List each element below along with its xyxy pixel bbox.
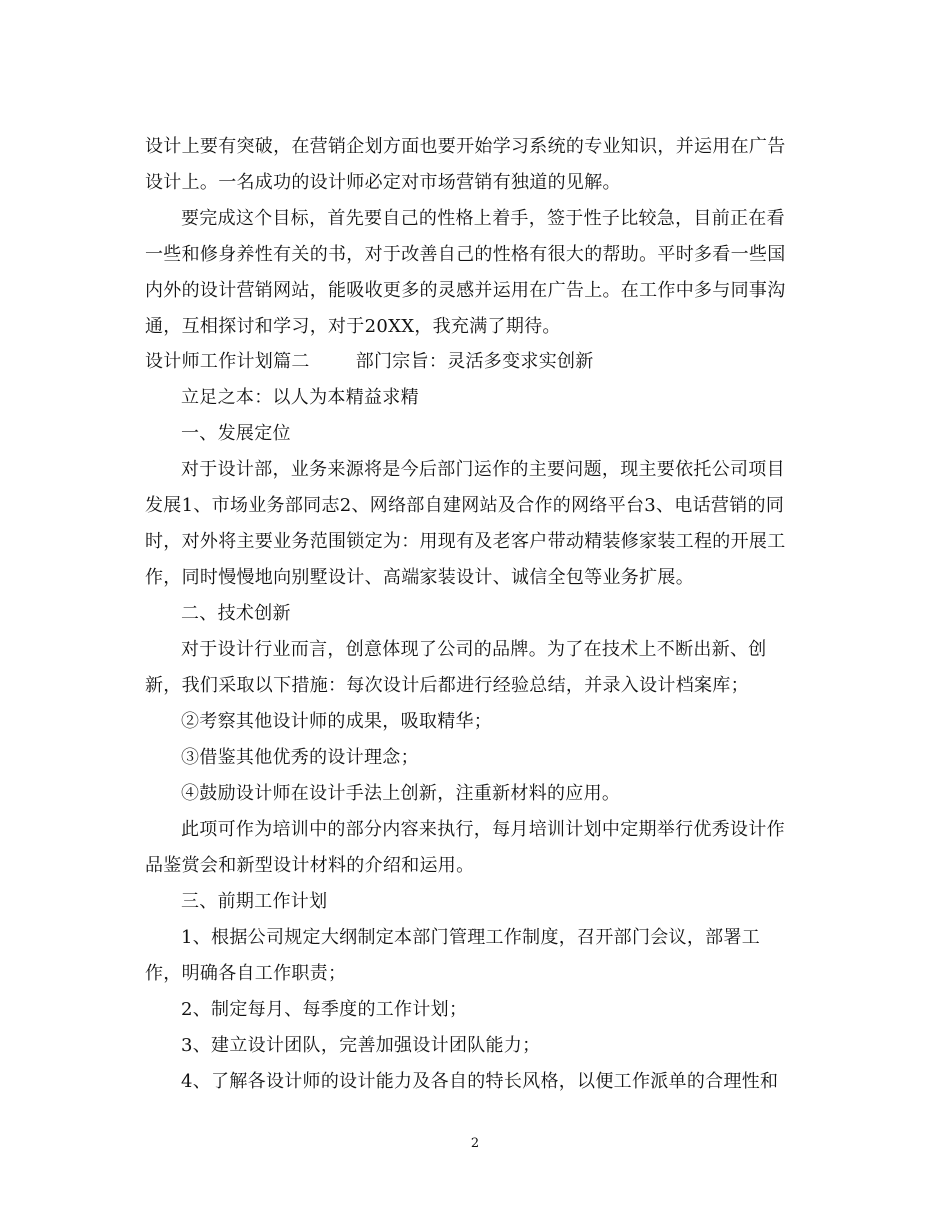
paragraph-line: 品鉴赏会和新型设计材料的介绍和运用。 (145, 855, 475, 876)
subheading: 一、发展定位 (181, 423, 291, 444)
paragraph-line: 设计上要有突破，在营销企划方面也要开始学习系统的专业知识，并运用在广告 (145, 136, 786, 157)
subheading: 三、前期工作计划 (181, 891, 328, 912)
paragraph-line: 对于设计行业而言，创意体现了公司的品牌。为了在技术上不断出新、创 (181, 639, 767, 660)
list-item: 3、建立设计团队，完善加强设计团队能力； (181, 1035, 541, 1056)
paragraph-line: 对于设计部，业务来源将是今后部门运作的主要问题，现主要依托公司项目 (181, 459, 785, 480)
paragraph-line: 发展1、市场业务部同志2、网络部自建网站及合作的网络平台3、电话营销的同 (145, 495, 785, 516)
list-item: 1、根据公司规定大纲制定本部门管理工作制度，召开部门会议，部署工 (181, 927, 761, 948)
page-number: 2 (470, 1136, 480, 1151)
list-item: ②考察其他设计师的成果，吸取精华； (181, 711, 493, 732)
paragraph-line: 设计上。一名成功的设计师必定对市场营销有独道的见解。 (145, 172, 621, 193)
paragraph-line: 作，明确各自工作职责； (145, 963, 347, 984)
list-item: 4、了解各设计师的设计能力及各自的特长风格，以便工作派单的合理性和 (181, 1071, 779, 1092)
paragraph-line: 一些和修身养性有关的书，对于改善自己的性格有很大的帮助。平时多看一些国 (145, 244, 786, 265)
list-item: ③借鉴其他优秀的设计理念； (181, 747, 419, 768)
paragraph-line: 立足之本：以人为本精益求精 (181, 387, 419, 408)
section-heading-line (145, 350, 805, 374)
list-item: ④鼓励设计师在设计手法上创新，注重新材料的应用。 (181, 783, 621, 804)
section-title: 设计师工作计划篇二 (145, 351, 310, 372)
department-purpose: 部门宗旨：灵活多变求实创新 (355, 351, 594, 372)
paragraph-line: 时，对外将主要业务范围锁定为：用现有及老客户带动精装修家装工程的开展工 (145, 531, 786, 552)
subheading: 二、技术创新 (181, 603, 291, 624)
paragraph-line: 此项可作为培训中的部分内容来执行，每月培训计划中定期举行优秀设计作 (181, 819, 785, 840)
paragraph-line: 通，互相探讨和学习，对于20XX，我充满了期待。 (145, 316, 561, 337)
paragraph-line: 作，同时慢慢地向别墅设计、高端家装设计、诚信全包等业务扩展。 (145, 567, 694, 588)
paragraph-line: 新，我们采取以下措施：每次设计后都进行经验总结，并录入设计档案库； (145, 675, 749, 696)
paragraph-line: 内外的设计营销网站，能吸收更多的灵感并运用在广告上。在工作中多与同事沟 (145, 280, 786, 301)
paragraph-line: 要完成这个目标，首先要自己的性格上着手，签于性子比较急，目前正在看 (181, 208, 785, 229)
list-item: 2、制定每月、每季度的工作计划； (181, 999, 468, 1020)
